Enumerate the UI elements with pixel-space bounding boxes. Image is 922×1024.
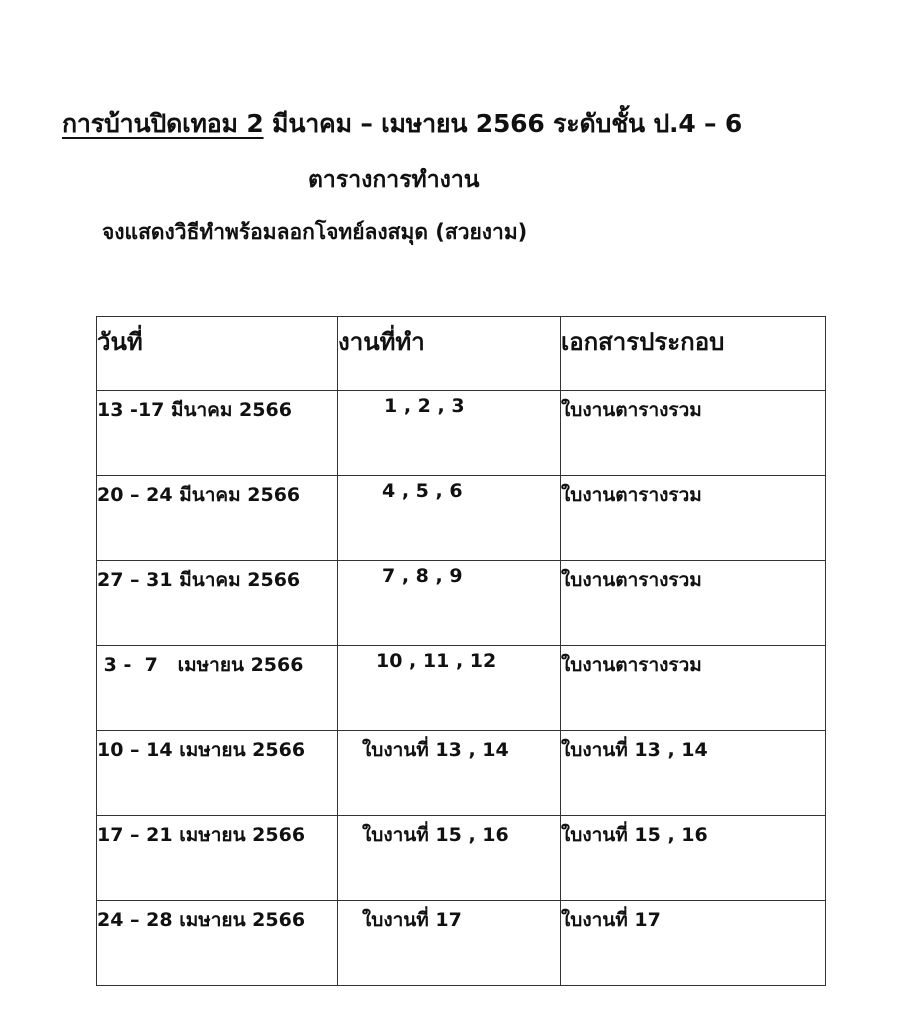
cell-task: ใบงานที่ 15 , 16	[338, 816, 561, 901]
table-row	[97, 561, 826, 646]
title-underlined-part: การบ้านปิดเทอม 2	[62, 109, 264, 138]
cell-task: 4 , 5 , 6	[338, 476, 561, 561]
cell-date: 20 – 24 มีนาคม 2566	[97, 476, 338, 561]
cell-date: 17 – 21 เมษายน 2566	[97, 816, 338, 901]
header-date: วันที่	[97, 317, 338, 391]
cell-task: 7 , 8 , 9	[338, 561, 561, 646]
cell-date: 24 – 28 เมษายน 2566	[97, 901, 338, 986]
instruction-text: จงแสดงวิธีทำพร้อมลอกโจทย์ลงสมุด (สวยงาม)	[102, 220, 528, 244]
header-task: งานที่ทำ	[338, 317, 561, 391]
cell-document: ใบงานที่ 15 , 16	[561, 816, 826, 901]
header-document: เอกสารประกอบ	[561, 317, 826, 391]
cell-date: 27 – 31 มีนาคม 2566	[97, 561, 338, 646]
cell-document: ใบงานตารางรวม	[561, 646, 826, 731]
cell-task: 1 , 2 , 3	[338, 391, 561, 476]
cell-date: 10 – 14 เมษายน 2566	[97, 731, 338, 816]
page-title	[62, 104, 742, 144]
table-row	[97, 731, 826, 816]
cell-task: 10 , 11 , 12	[338, 646, 561, 731]
cell-document: ใบงานที่ 13 , 14	[561, 731, 826, 816]
cell-task: ใบงานที่ 13 , 14	[338, 731, 561, 816]
table-row	[97, 391, 826, 476]
cell-document: ใบงานตารางรวม	[561, 561, 826, 646]
cell-date: 13 -17 มีนาคม 2566	[97, 391, 338, 476]
cell-task: ใบงานที่ 17	[338, 901, 561, 986]
schedule-table	[96, 316, 826, 986]
title-rest-part: มีนาคม – เมษายน 2566 ระดับชั้น ป.4 – 6	[272, 109, 743, 138]
cell-document: ใบงานตารางรวม	[561, 391, 826, 476]
table-row	[97, 816, 826, 901]
cell-date: 3 - 7 เมษายน 2566	[97, 646, 338, 731]
table-row	[97, 476, 826, 561]
page-subtitle: ตารางการทำงาน	[308, 167, 480, 193]
table-row	[97, 646, 826, 731]
table-row	[97, 901, 826, 986]
cell-document: ใบงานตารางรวม	[561, 476, 826, 561]
table-header-row	[97, 317, 826, 391]
cell-document: ใบงานที่ 17	[561, 901, 826, 986]
